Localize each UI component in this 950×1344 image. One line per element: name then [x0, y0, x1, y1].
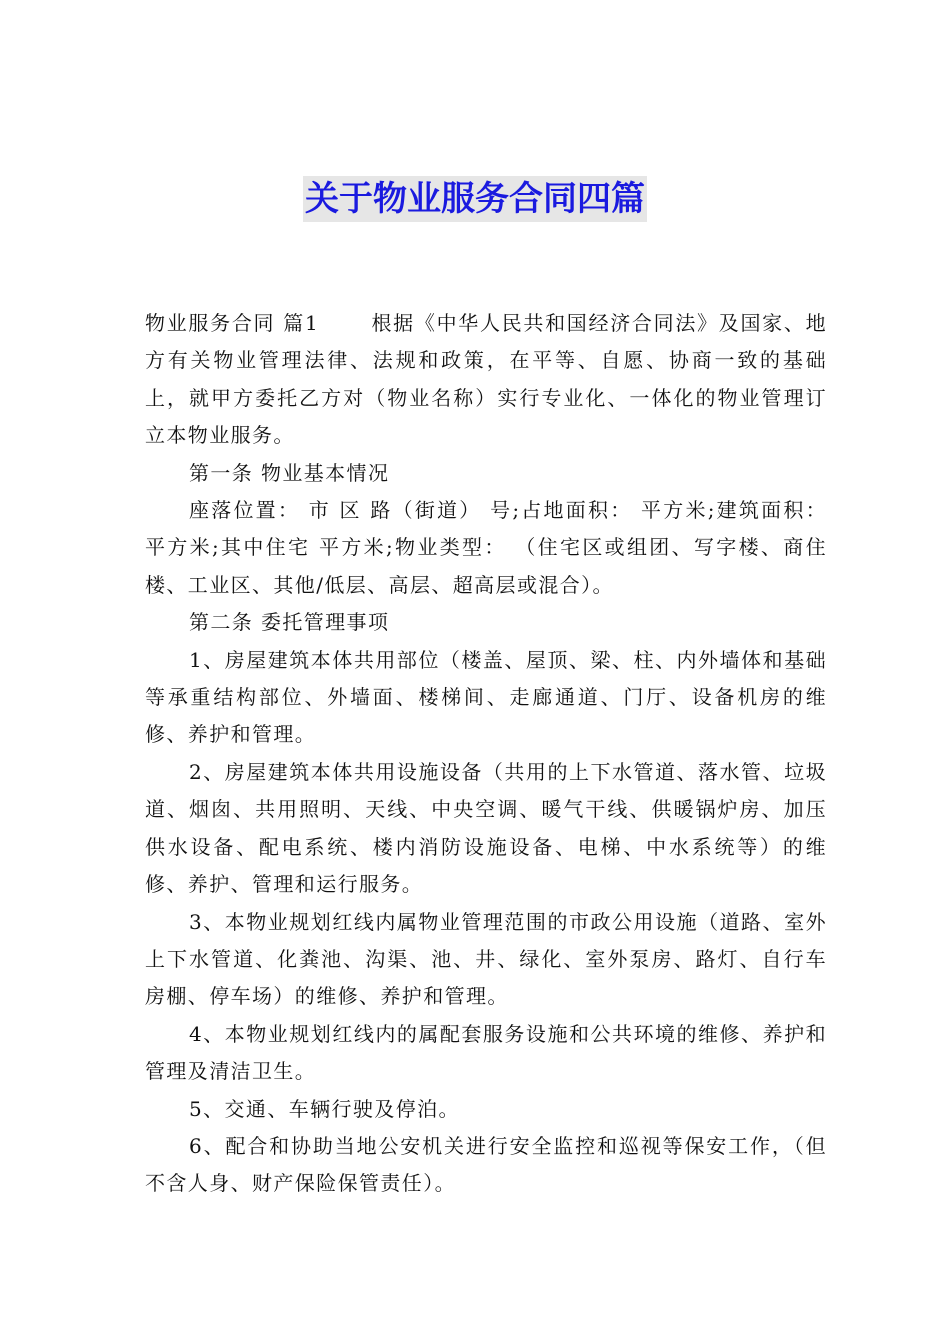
- intro-paragraph: [145, 305, 827, 455]
- contract-label: 物业服务合同 篇1: [145, 311, 320, 335]
- item-3-paragraph: 3、本物业规划红线内属物业管理范围的市政公用设施（道路、室外上下水管道、化粪池、沟渠、池、井、绿化、室外泵房、路灯、自行车房棚、停车场）的维修、养护和管理。: [145, 909, 827, 1009]
- article-1-heading: 第一条 物业基本情况: [189, 460, 390, 485]
- item-6-paragraph: 6、配合和协助当地公安机关进行安全监控和巡视等保安工作，（但不含人身、财产保险保管责任）。: [145, 1133, 827, 1196]
- property-location-paragraph: 座落位置： 市 区 路（街道） 号;占地面积： 平方米;建筑面积： 平方米;其中住宅 平方米;物业类型： （住宅区或组团、写字楼、商住楼、工业区、其他/低层、高层、超高层或混合）。: [145, 498, 827, 597]
- item-2-paragraph: 2、房屋建筑本体共用设施设备（共用的上下水管道、落水管、垃圾道、烟囱、共用照明、天线、中央空调、暖气干线、供暖锅炉房、加压供水设备、配电系统、楼内消防设施设备、电梯、中水系统等）的维修、养护、管理和运行服务。: [145, 759, 827, 897]
- document-body: [145, 305, 827, 1203]
- item-4-paragraph: 4、本物业规划红线内的属配套服务设施和公共环境的维修、养护和管理及清洁卫生。: [145, 1021, 827, 1084]
- item-5-paragraph: 5、交通、车辆行驶及停泊。: [189, 1096, 460, 1121]
- article-2-heading: 第二条 委托管理事项: [189, 610, 390, 635]
- document-title: 关于物业服务合同四篇: [303, 176, 647, 222]
- intro-text: 根据《中华人民共和国经济合同法》及国家、地方有关物业管理法律、法规和政策，在平等、自愿、协商一致的基础上，就甲方委托乙方对（物业名称）实行专业化、一体化的物业管理订立本物业服务。: [145, 311, 827, 448]
- item-1-paragraph: 1、房屋建筑本体共用部位（楼盖、屋顶、梁、柱、内外墙体和基础等承重结构部位、外墙面、楼梯间、走廊通道、门厅、设备机房的维修、养护和管理。: [145, 647, 827, 747]
- title-container: [0, 176, 950, 222]
